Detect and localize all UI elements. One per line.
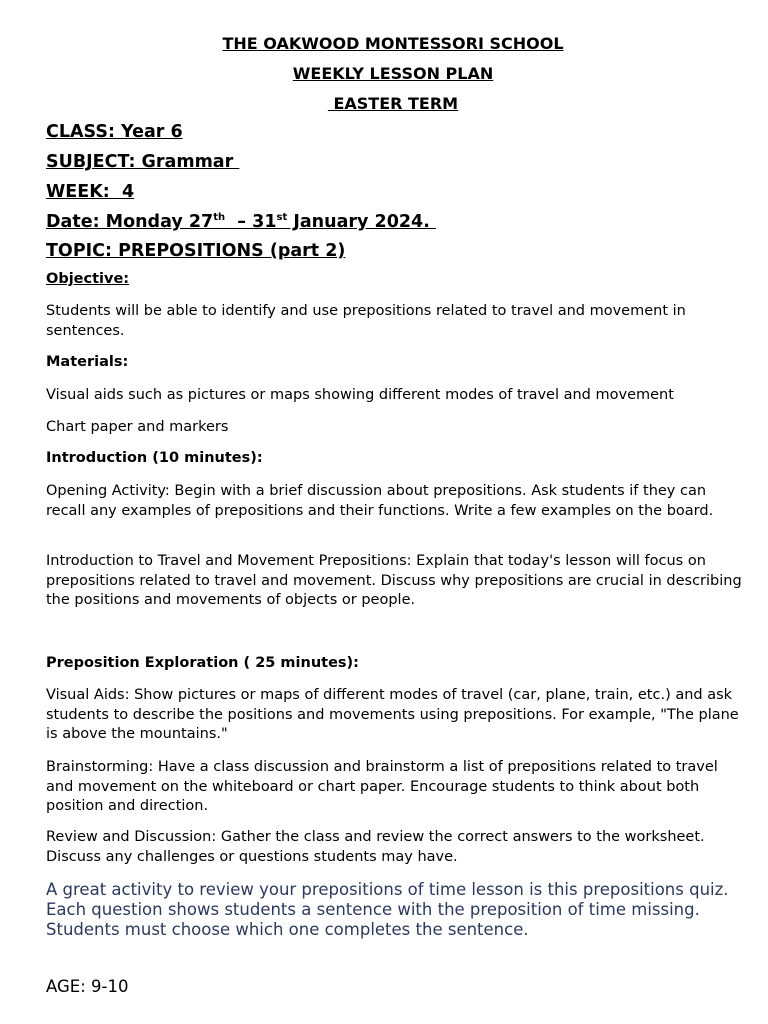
age-line: AGE: 9-10 xyxy=(46,977,129,996)
subject-line: SUBJECT: Grammar xyxy=(46,152,240,172)
term-title: EASTER TERM xyxy=(327,94,459,113)
plan-title: WEEKLY LESSON PLAN xyxy=(292,64,494,83)
topic-line: TOPIC: PREPOSITIONS (part 2) xyxy=(46,241,346,261)
exploration-heading: Preposition Exploration ( 25 minutes): xyxy=(46,655,359,671)
materials-item-2: Chart paper and markers xyxy=(46,419,229,435)
introduction-heading: Introduction (10 minutes): xyxy=(46,450,263,466)
introduction-para-2: Introduction to Travel and Movement Prepositions: Explain that today's lesson will focus on prepositions related to travel and movement. Discuss why prepositions are crucial in describing the positions and movements of objects or people. xyxy=(46,553,742,608)
week-line: WEEK: 4 xyxy=(46,182,135,202)
class-line: CLASS: Year 6 xyxy=(46,122,183,142)
exploration-para-3: Review and Discussion: Gather the class and review the correct answers to the worksheet. Discuss any challenges or questions students may have. xyxy=(46,829,705,865)
activity-note: A great activity to review your prepositions of time lesson is this prepositions quiz. Each question shows students a sentence with the preposition of time missing. Students must choose which one completes the sentence. xyxy=(46,880,729,939)
exploration-para-2: Brainstorming: Have a class discussion and brainstorm a list of prepositions related to travel and movement on the whiteboard or chart paper. Encourage students to think about both position and direction. xyxy=(46,759,718,814)
date-mid: – 31 xyxy=(225,212,277,232)
objective-heading: Objective: xyxy=(46,271,130,287)
date-sup-1: th xyxy=(213,212,226,224)
objective-text: Students will be able to identify and use prepositions related to travel and movement in sentences. xyxy=(46,303,686,339)
date-sup-2: st xyxy=(276,212,288,224)
materials-heading: Materials: xyxy=(46,354,129,370)
exploration-para-1: Visual Aids: Show pictures or maps of different modes of travel (car, plane, train, etc.) and ask students to describe the positions and movements using prepositions. For example, "The plane is above the mountains." xyxy=(46,687,739,742)
date-suffix: January 2024. xyxy=(287,212,436,232)
materials-item-1: Visual aids such as pictures or maps showing different modes of travel and movement xyxy=(46,387,674,403)
date-prefix: Date: Monday 27 xyxy=(46,212,214,232)
school-name: THE OAKWOOD MONTESSORI SCHOOL xyxy=(222,34,564,53)
introduction-para-1: Opening Activity: Begin with a brief discussion about prepositions. Ask students if they can recall any examples of prepositions and their functions. Write a few examples on the board. xyxy=(46,483,714,519)
date-line xyxy=(46,212,436,232)
